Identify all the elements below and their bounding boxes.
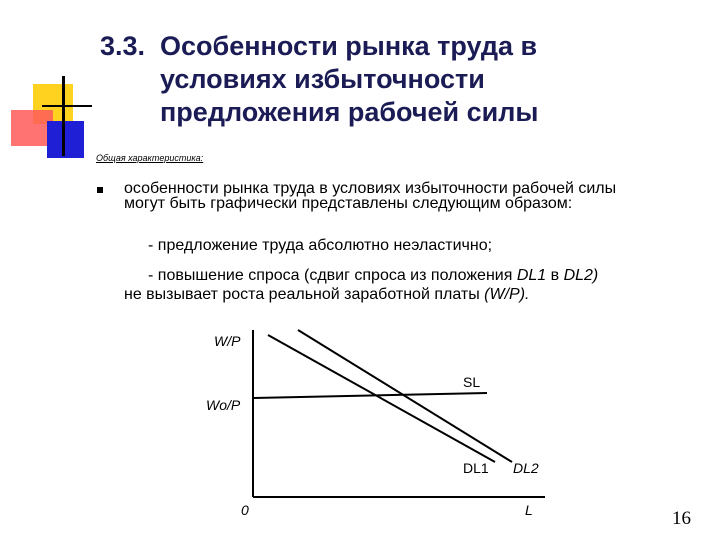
demand1-label: DL1 <box>463 460 489 476</box>
point2-d2: DL2) <box>563 267 599 284</box>
point3-wp: (W/P). <box>484 286 530 303</box>
point3-text-a: не вызывает роста реальной заработной платы <box>124 286 485 303</box>
title-line-2: условиях избыточности <box>160 64 485 94</box>
supply-label: SL <box>463 374 481 390</box>
body-paragraph: особенности рынка труда в условиях избыточности рабочей силы могут быть графически представлены следующим образом: <box>124 180 617 212</box>
point2-text-b: в <box>546 267 564 284</box>
supply-curve-sl <box>253 393 487 398</box>
title-number: 3.3. <box>100 31 146 61</box>
title-line-3: предложения рабочей силы <box>160 97 539 127</box>
origin-label: 0 <box>241 502 249 518</box>
demand2-label: DL2 <box>513 460 539 476</box>
subheading: Общая характеристика: <box>96 153 204 163</box>
point2-d1: DL1 <box>516 267 547 284</box>
title-line-1: Особенности рынка труда в <box>160 31 538 61</box>
body-point-1: - предложение труда абсолютно неэластично; <box>148 237 493 254</box>
demand-curve-dl1 <box>268 335 495 462</box>
point2-text-a: - повышение спроса (сдвиг спроса из положения <box>148 267 517 284</box>
y-tick-label: Wo/P <box>206 397 241 413</box>
page-number: 16 <box>672 508 691 529</box>
x-axis-label: L <box>525 502 533 518</box>
y-axis-label: W/P <box>214 333 241 349</box>
